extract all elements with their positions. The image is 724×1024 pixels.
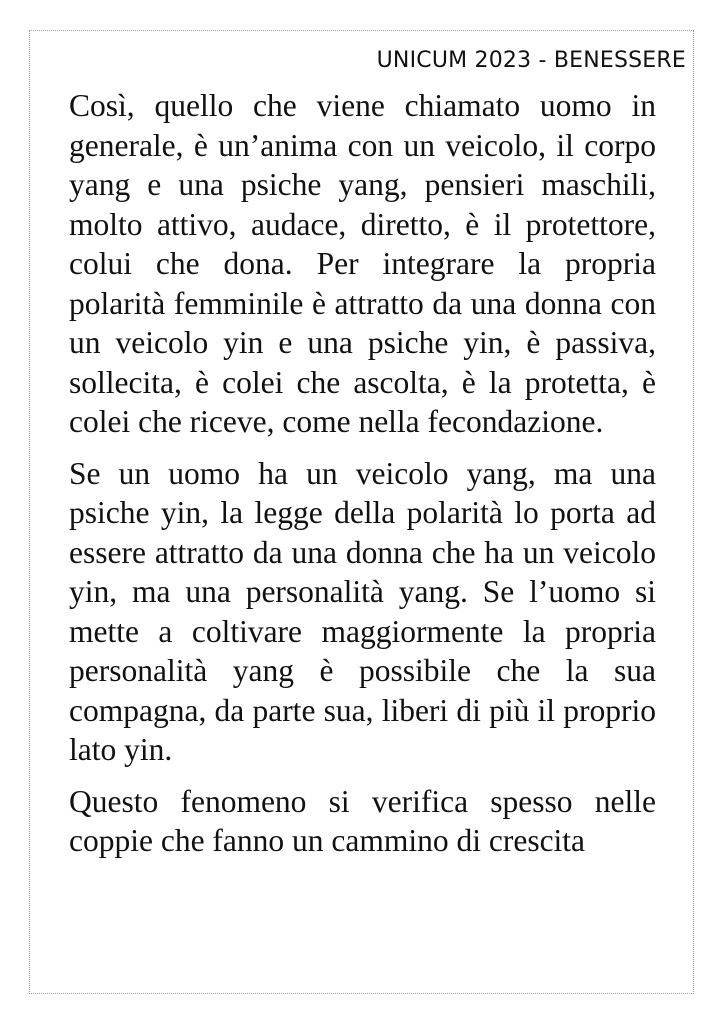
paragraph-2: Se un uomo ha un veicolo yang, ma una psiche yin, la legge della polarità lo porta ad essere attratto da una donna che ha un veicolo yin, ma una personalità yang. Se l’uomo si mette a coltivare maggiormente la propria personalità yang è possibile che la sua compagna, da parte sua, liberi di più il proprio lato yin.	[69, 455, 656, 767]
page-body	[69, 86, 656, 861]
paragraph-1: Così, quello che viene chiamato uomo in generale, è un’anima con un veicolo, il corpo yang e una psiche yang, pensieri maschili, molto attivo, audace, diretto, è il protettore, colui che dona. Per integrare la propria polarità femminile è attratto da una donna con un veicolo yin e una psiche yin, è passiva, sollecita, è colei che ascolta, è la protetta, è colei che riceve, come nella fecondazione.	[69, 88, 656, 439]
running-header: UNICUM 2023 - BENESSERE	[376, 48, 686, 73]
paragraph-3: Questo fenomeno si verifica spesso nelle coppie che fanno un cammino di crescita	[69, 783, 656, 858]
